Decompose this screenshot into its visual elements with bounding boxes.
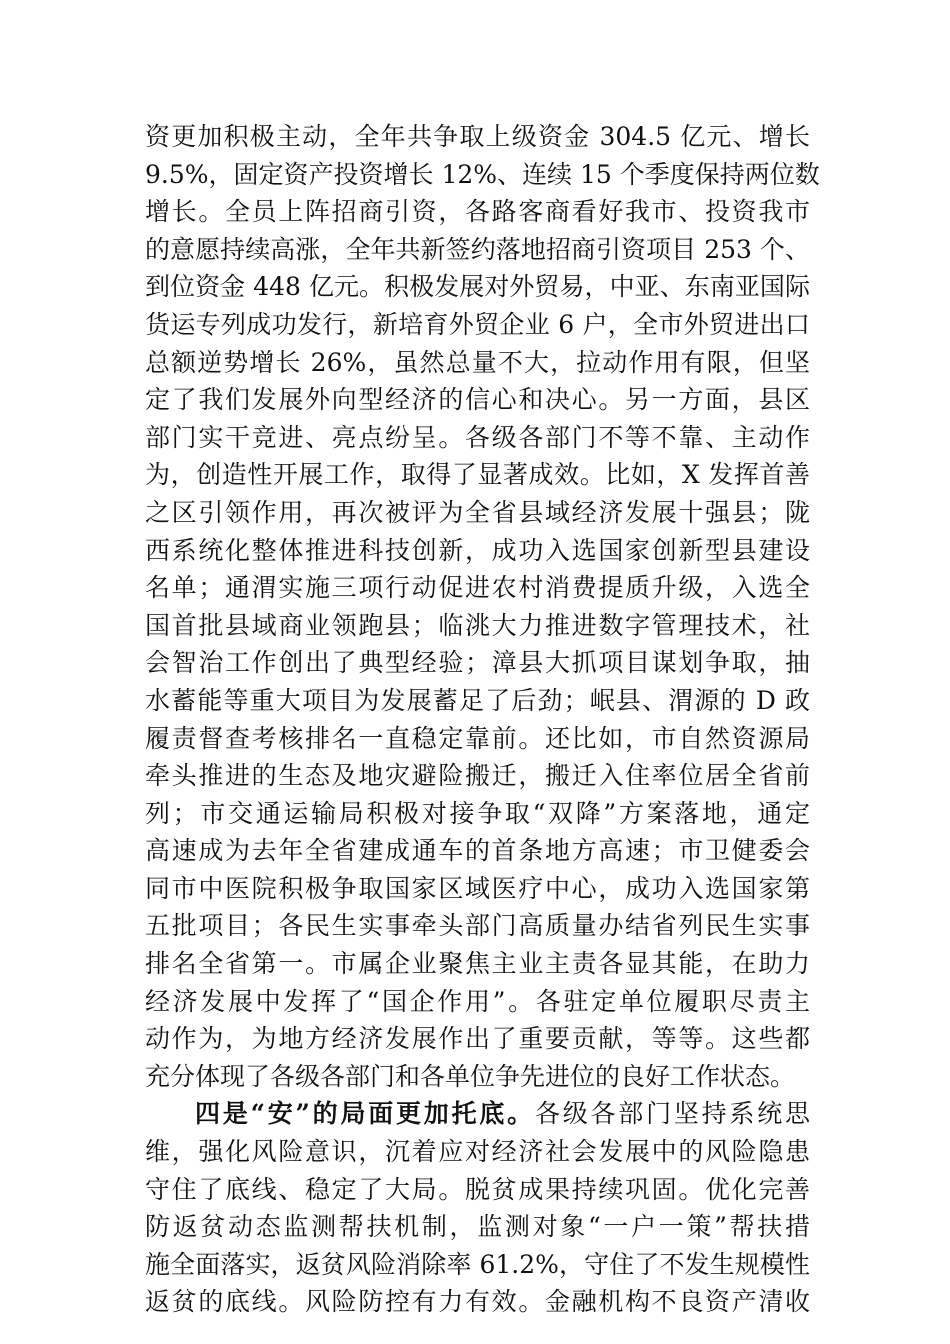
text-line: 会智治工作创出了典型经验；漳县大抓项目谋划争取，抽 bbox=[145, 648, 810, 678]
text-line: 之区引领作用，再次被评为全省县域经济发展十强县；陇 bbox=[145, 497, 810, 527]
paragraph-first-line bbox=[145, 1095, 810, 1133]
text-line: 部门实干竞进、亮点纷呈。各级各部门不等不靠、主动作 bbox=[145, 422, 810, 452]
text-line: 为，创造性开展工作，取得了显著成效。比如，X 发挥首善 bbox=[145, 460, 810, 490]
text-line: 同市中医院积极争取国家区域医疗中心，成功入选国家第 bbox=[145, 873, 810, 903]
text-line: 返贫的底线。风险防控有力有效。金融机构不良资产清收 bbox=[145, 1287, 810, 1317]
text-line: 充分体现了各级各部门和各单位争先进位的良好工作状态。 bbox=[145, 1061, 796, 1091]
text-line: 名单；通渭实施三项行动促进农村消费提质升级，入选全 bbox=[145, 573, 810, 603]
text-line: 总额逆势增长 26%，虽然总量不大，拉动作用有限，但坚 bbox=[145, 347, 810, 377]
text-line: 货运专列成功发行，新培育外贸企业 6 户，全市外贸进出口 bbox=[145, 309, 810, 339]
text-line: 国首批县域商业领跑县；临洮大力推进数字管理技术，社 bbox=[145, 610, 810, 640]
text-line: 列；市交通运输局积极对接争取“双降”方案落地，通定 bbox=[145, 798, 810, 828]
paragraph-heading: 四是“安”的局面更加托底。 bbox=[195, 1099, 535, 1129]
text-line: 经济发展中发挥了“国企作用”。各驻定单位履职尽责主 bbox=[145, 986, 810, 1016]
text-line: 施全面落实，返贫风险消除率 61.2%，守住了不发生规模性 bbox=[145, 1249, 810, 1279]
text-line: 水蓄能等重大项目为发展蓄足了后劲；岷县、渭源的 D 政 bbox=[145, 685, 810, 715]
text-line: 资更加积极主动，全年共争取上级资金 304.5 亿元、增长 bbox=[145, 122, 810, 151]
text-line: 动作为，为地方经济发展作出了重要贡献，等等。这些都 bbox=[145, 1024, 810, 1054]
text-line: 增长。全员上阵招商引资，各路客商看好我市、投资我市 bbox=[145, 197, 810, 227]
text-line: 到位资金 448 亿元。积极发展对外贸易，中亚、东南亚国际 bbox=[145, 272, 810, 302]
body-text bbox=[145, 118, 820, 1321]
text-line: 定了我们发展外向型经济的信心和决心。另一方面，县区 bbox=[145, 385, 810, 415]
text-line: 西系统化整体推进科技创新，成功入选国家创新型县建设 bbox=[145, 535, 810, 565]
text-line: 牵头推进的生态及地灾避险搬迁，搬迁入住率位居全省前 bbox=[145, 761, 810, 791]
text-line: 履责督查考核排名一直稳定靠前。还比如，市自然资源局 bbox=[145, 723, 810, 753]
text-line: 维，强化风险意识，沉着应对经济社会发展中的风险隐患 bbox=[145, 1137, 810, 1167]
text-line: 排名全省第一。市属企业聚焦主业主责各显其能，在助力 bbox=[145, 949, 810, 979]
text-line: 守住了底线、稳定了大局。脱贫成果持续巩固。优化完善 bbox=[145, 1174, 810, 1204]
text-line: 防返贫动态监测帮扶机制，监测对象“一户一策”帮扶措 bbox=[145, 1212, 810, 1242]
paragraph-heading-rest: 各级各部门坚持系统思 bbox=[534, 1099, 810, 1129]
text-line: 五批项目；各民生实事牵头部门高质量办结省列民生实事 bbox=[145, 911, 810, 941]
text-line: 9.5%，固定资产投资增长 12%、连续 15 个季度保持两位数 bbox=[145, 159, 820, 189]
text-line: 高速成为去年全省建成通车的首条地方高速；市卫健委会 bbox=[145, 836, 810, 866]
text-line: 的意愿持续高涨，全年共新签约落地招商引资项目 253 个、 bbox=[145, 234, 810, 264]
